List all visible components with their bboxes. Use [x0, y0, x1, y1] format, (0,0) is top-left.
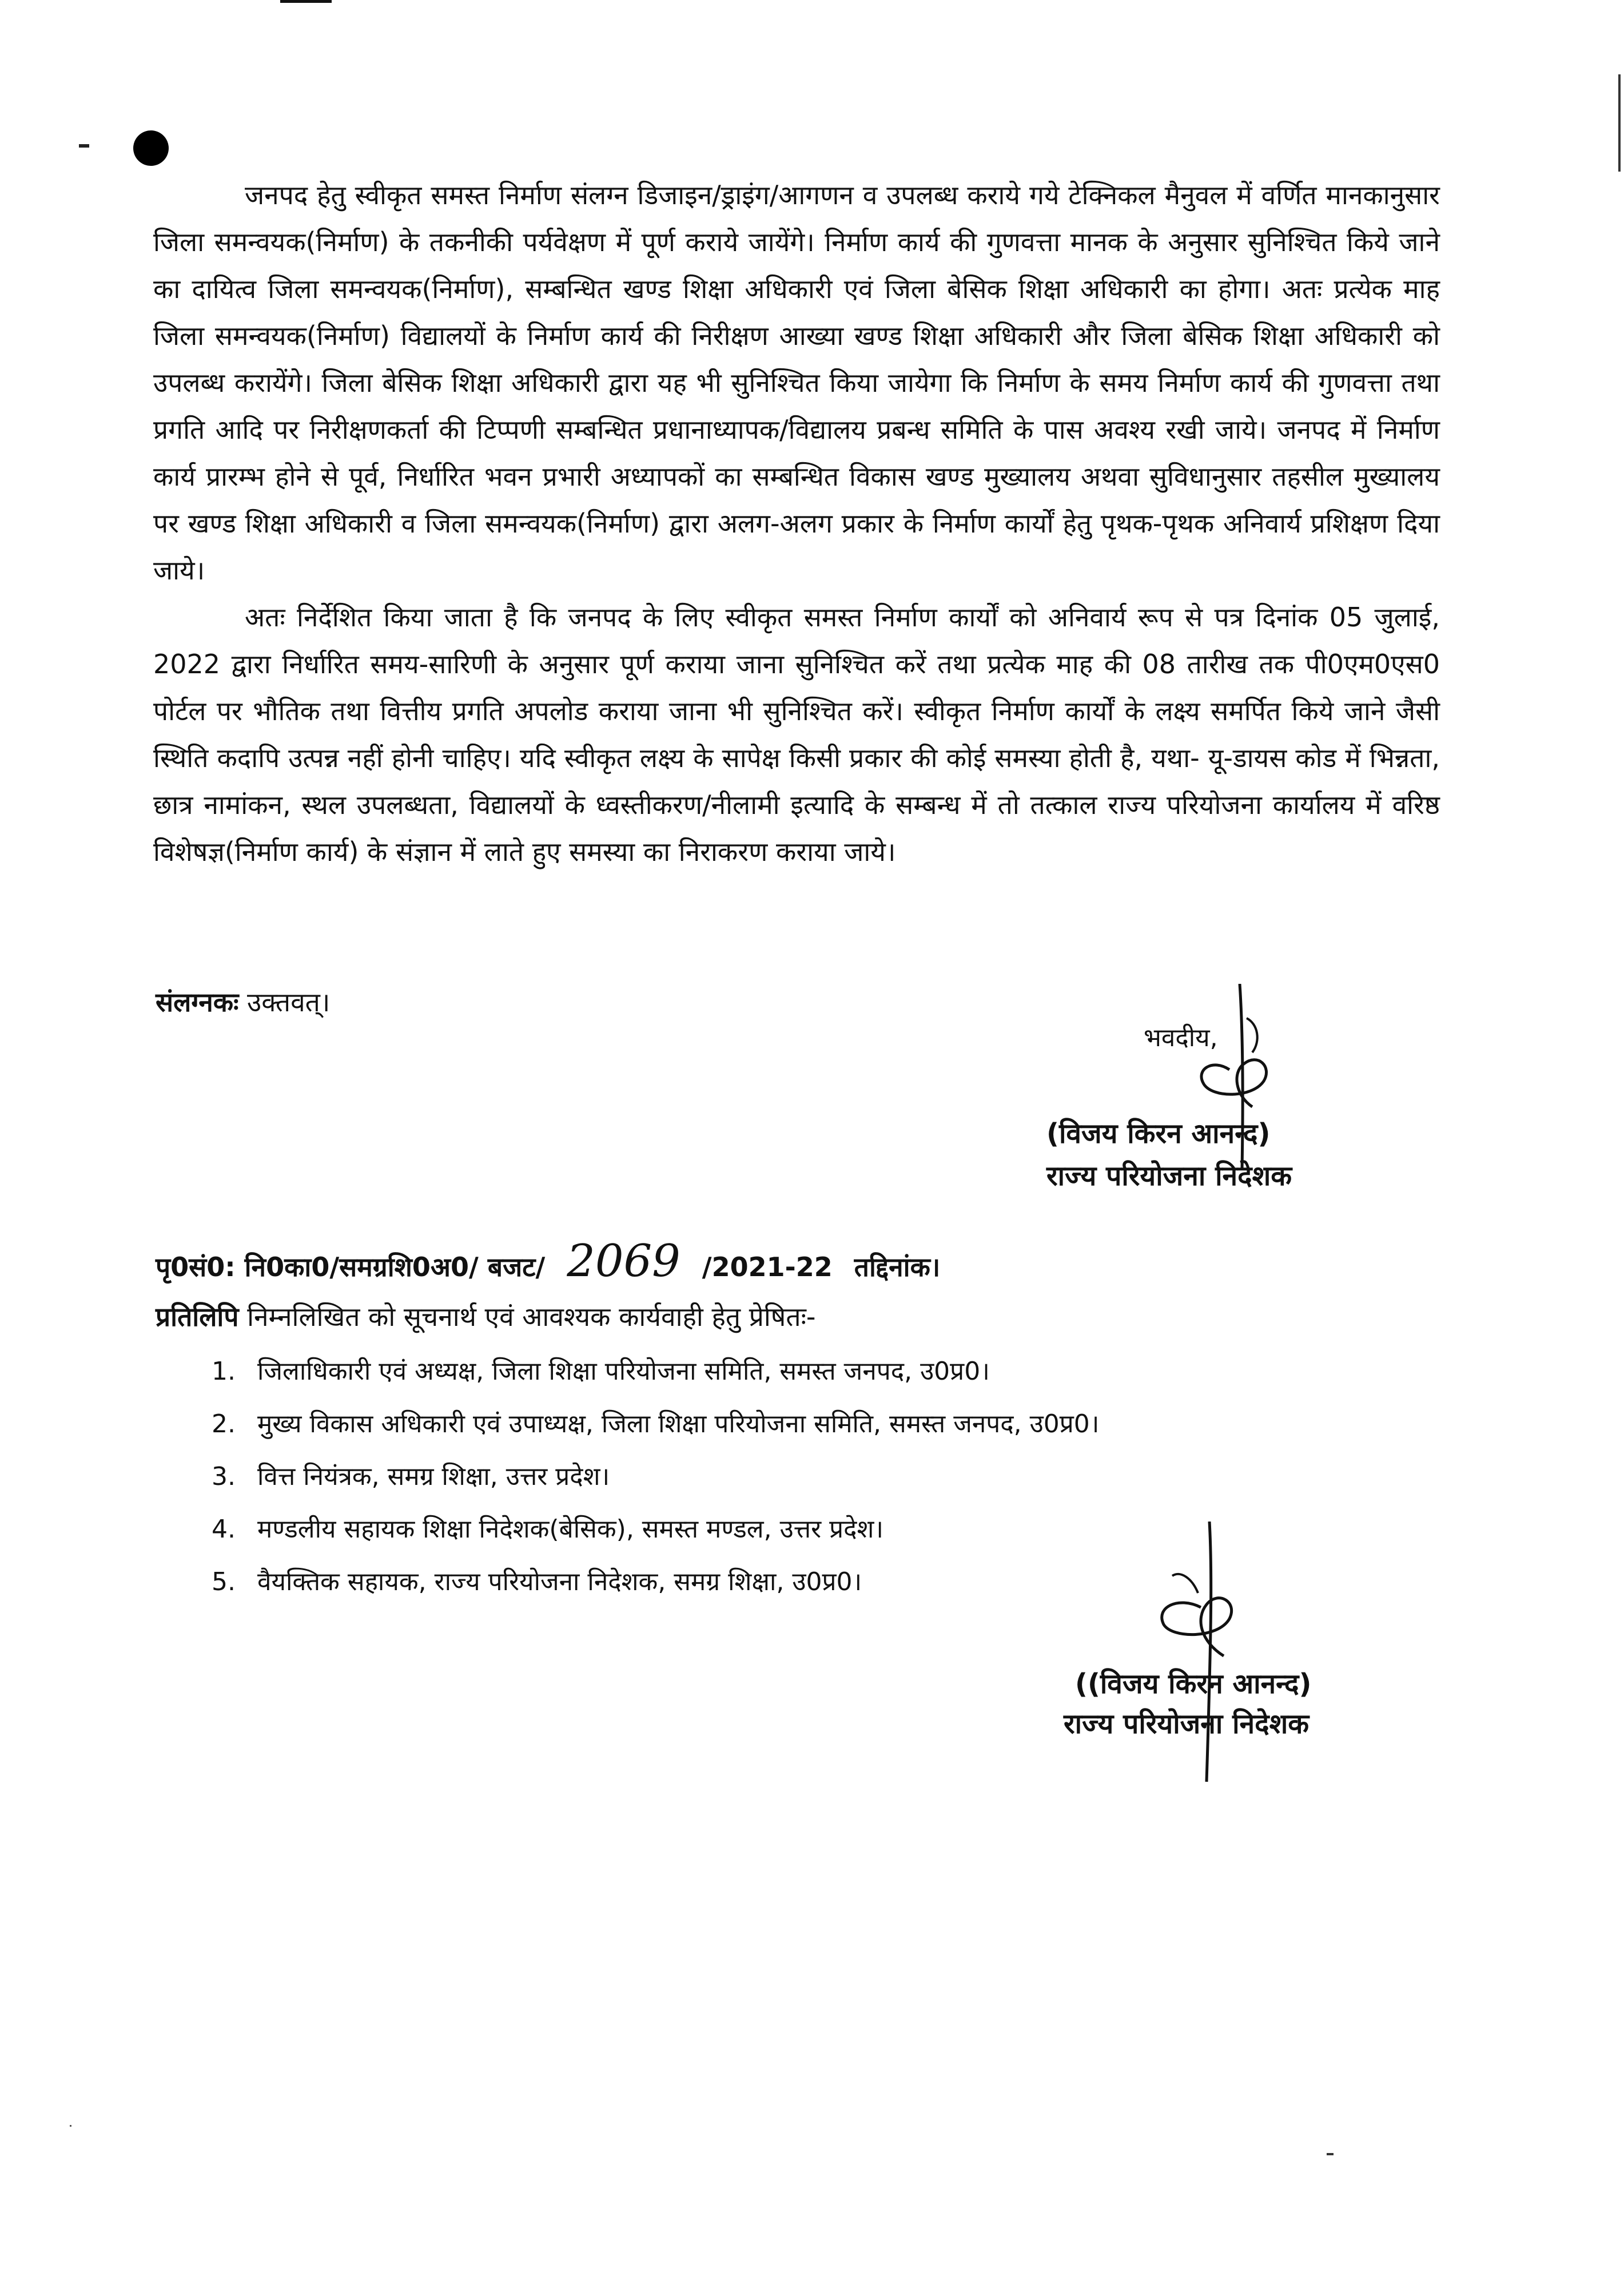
list-item-number: 5. [212, 1567, 236, 1596]
list-item-text: मण्डलीय सहायक शिक्षा निदेशक(बेसिक), समस्त मण्डल, उत्तर प्रदेश। [257, 1515, 884, 1544]
list-item-number: 2. [212, 1409, 236, 1439]
signatory-name: (विजय किरन आनन्द) [1046, 1118, 1271, 1150]
list-item [212, 1405, 1099, 1458]
copy-text: निम्नलिखित को सूचनार्थ एवं आवश्यक कार्यवाही हेतु प्रेषितः- [247, 1301, 816, 1332]
signatory-title: राज्य परियोजना निदेशक [1046, 1160, 1292, 1192]
signature-greeting: भवदीय, [1144, 1023, 1218, 1052]
body-paragraph-2: अतः निर्देशित किया जाता है कि जनपद के लिए स्वीकृत समस्त निर्माण कार्यों को अनिवार्य रूप से पत्र दिनांक 05 जुलाई, 2022 द्वारा निर्धारित समय-सारिणी के अनुसार पूर्ण कराया जाना सुनिश्चित करें तथा प्रत्येक माह की 08 तारीख तक पी0एम0एस0 पोर्टल पर भौतिक तथा वित्तीय प्रगति अपलोड कराया जाना भी सुनिश्चित करें। स्वीकृत निर्माण कार्यों के लक्ष्य समर्पित किये जाने जैसी स्थिति कदापि उत्पन्न नहीं होनी चाहिए। यदि स्वीकृत लक्ष्य के सापेक्ष किसी प्रकार की कोई समस्या होती है, यथा- यू-डायस कोड में भिन्नता, छात्र नामांकन, स्थल उपलब्धता, विद्यालयों के ध्वस्तीकरण/नीलामी इत्यादि के सम्बन्ध में तो तत्काल राज्य परियोजना कार्यालय में वरिष्ठ विशेषज्ञ(निर्माण कार्य) के संज्ञान में लाते हुए समस्या का निराकरण कराया जाये। [153, 602, 1440, 867]
list-item-text: वैयक्तिक सहायक, राज्य परियोजना निदेशक, समग्र शिक्षा, उ0प्र0। [257, 1567, 862, 1596]
list-item [212, 1353, 1099, 1405]
signatory-name: ((विजय किरन आनन्द) [1075, 1668, 1312, 1700]
copy-heading [156, 1298, 816, 1334]
top-rule [280, 0, 332, 3]
reference-number: 2069 [567, 1236, 680, 1287]
scan-speck [1327, 2153, 1334, 2155]
signatory-title: राज्य परियोजना निदेशक [1064, 1708, 1309, 1740]
list-item-text: जिलाधिकारी एवं अध्यक्ष, जिला शिक्षा परियोजना समिति, समस्त जनपद, उ0प्र0। [257, 1357, 990, 1386]
list-item-number: 4. [212, 1515, 236, 1544]
enclosure-line [156, 984, 330, 1019]
copy-recipient-list [212, 1353, 1099, 1616]
scan-mark [79, 144, 89, 148]
list-item-number: 3. [212, 1462, 236, 1491]
list-item-text: मुख्य विकास अधिकारी एवं उपाध्यक्ष, जिला शिक्षा परियोजना समिति, समस्त जनपद, उ0प्र0। [257, 1409, 1100, 1439]
reference-prefix: पृ0सं0: नि0का0/समग्रशि0अ0/ बजट/ [156, 1252, 546, 1282]
body-paragraph-1: जनपद हेतु स्वीकृत समस्त निर्माण संलग्न डिजाइन/ड्राइंग/आगणन व उपलब्ध कराये गये टेक्निकल मैनुवल में वर्णित मानकानुसार जिला समन्वयक(निर्माण) के तकनीकी पर्यवेक्षण में पूर्ण कराये जायेंगे। निर्माण कार्य की गुणवत्ता मानक के अनुसार सुनिश्चित किये जाने का दायित्व जिला समन्वयक(निर्माण), सम्बन्धित खण्ड शिक्षा अधिकारी एवं जिला बेसिक शिक्षा अधिकारी का होगा। अतः प्रत्येक माह जिला समन्वयक(निर्माण) विद्यालयों के निर्माण कार्य की निरीक्षण आख्या खण्ड शिक्षा अधिकारी और जिला बेसिक शिक्षा अधिकारी को उपलब्ध करायेंगे। जिला बेसिक शिक्षा अधिकारी द्वारा यह भी सुनिश्चित किया जायेगा कि निर्माण के समय निर्माण कार्य की गुणवत्ता तथा प्रगति आदि पर निरीक्षणकर्ता की टिप्पणी सम्बन्धित प्रधानाध्यापक/विद्यालय प्रबन्ध समिति के पास अवश्य रखी जाये। जनपद में निर्माण कार्य प्रारम्भ होने से पूर्व, निर्धारित भवन प्रभारी अध्यापकों का सम्बन्धित विकास खण्ड मुख्यालय अथवा सुविधानुसार तहसील मुख्यालय पर खण्ड शिक्षा अधिकारी व जिला समन्वयक(निर्माण) द्वारा अलग-अलग प्रकार के निर्माण कार्यों हेतु पृथक-पृथक अनिवार्य प्रशिक्षण दिया जाये। [153, 180, 1440, 586]
copy-label: प्रतिलिपि [156, 1301, 239, 1332]
scan-edge-line [1618, 74, 1621, 172]
list-item-number: 1. [212, 1357, 236, 1386]
reference-line [156, 1236, 953, 1287]
hole-punch-dot [133, 130, 169, 166]
scan-speck [70, 2125, 71, 2127]
enclosure-label: संलग्नकः [156, 987, 239, 1018]
reference-date: तद्दिनांक। [854, 1252, 941, 1282]
enclosure-value: उक्तवत्। [247, 987, 331, 1018]
reference-year: /2021-22 [702, 1252, 833, 1282]
letter-body [153, 172, 1440, 875]
list-item-text: वित्त नियंत्रक, समग्र शिक्षा, उत्तर प्रदेश। [257, 1462, 610, 1491]
list-item [212, 1458, 1099, 1511]
signature-2-icon [1138, 1522, 1275, 1785]
list-item [212, 1511, 1099, 1563]
list-item [212, 1563, 1099, 1616]
